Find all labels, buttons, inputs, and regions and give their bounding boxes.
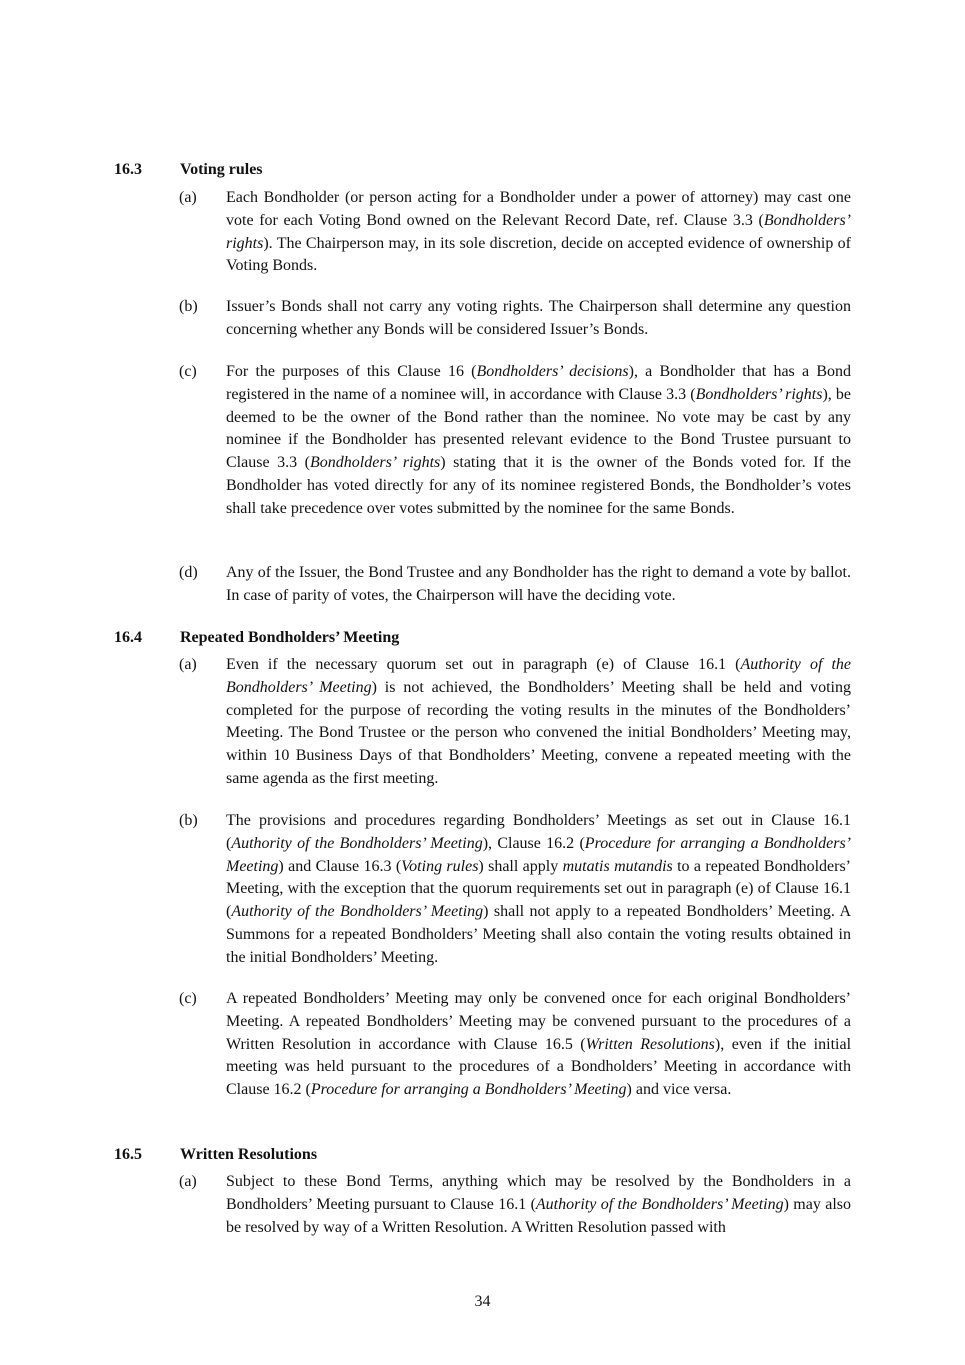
text-segment: Issuer’s Bonds shall not carry any voting rights. The Chairperson shall determine any question concerning whether any Bonds will be considered Issuer’s Bonds. <box>226 298 851 338</box>
paragraph-label: (b) <box>179 812 198 829</box>
text-segment: For the purposes of this Clause 16 ( <box>226 363 477 380</box>
paragraph-label: (a) <box>179 1173 197 1190</box>
text-segment: ), Clause 16.2 ( <box>482 834 585 852</box>
paragraph-label: (c) <box>179 363 197 380</box>
section-title: Repeated Bondholders’ Meeting <box>180 629 400 646</box>
paragraph-16-3-b <box>179 296 851 342</box>
paragraph-16-4-b <box>179 810 851 970</box>
paragraph-16-3-a <box>179 187 851 278</box>
page-number: 34 <box>474 1293 491 1310</box>
text-segment: The provisions and procedures regarding Bondholders’ Meetings as set out in Clause 16.1 ( <box>226 812 851 852</box>
text-segment-italic: Voting rules <box>401 857 479 875</box>
text-segment: ) may also be resolved by way of a Written Resolution. A Written Resolution passed with <box>226 1195 851 1236</box>
text-segment-italic: Bondholders’ rights <box>695 385 823 403</box>
text-segment-italic: Authority of the Bondholders’ Meeting <box>226 656 851 696</box>
text-segment-italic: Procedure for arranging a Bondholders’ Meeting <box>226 834 851 875</box>
text-segment: ) and vice versa. <box>626 1081 732 1099</box>
text-segment: Even if the necessary quorum set out in paragraph (e) of Clause 16.1 ( <box>226 656 741 673</box>
paragraph-text <box>226 1171 851 1239</box>
text-segment: ) shall apply <box>478 857 563 875</box>
section-number: 16.4 <box>114 629 142 646</box>
text-segment: to a repeated Bondholders’ Meeting, with the exception that the quorum requirements set out in paragraph (e) of Clause 16.1 ( <box>226 857 852 921</box>
text-segment: ) and Clause 16.3 ( <box>278 857 402 875</box>
text-segment-italic: Bondholders’ decisions <box>476 363 629 380</box>
paragraph-16-4-c <box>179 988 851 1102</box>
text-segment: ). The Chairperson may, in its sole discretion, decide on accepted evidence of ownership of Voting Bonds. <box>226 234 851 275</box>
section-number: 16.5 <box>114 1146 142 1163</box>
paragraph-16-3-c <box>179 361 851 521</box>
paragraph-label: (b) <box>179 298 198 315</box>
section-title: Voting rules <box>180 161 263 178</box>
paragraph-label: (c) <box>179 990 197 1007</box>
text-segment: ) is not achieved, the Bondholders’ Meeting shall be held and voting completed for the purpose of recording the voting results in the minutes of the Bondholders’ Meeting. The Bond Trustee or the person who convened the initial Bondholders’ Meeting may, within 10 Business Days of that Bondholders’ Meeting, convene a repeated meeting with the same agenda as the first meeting. <box>226 678 851 787</box>
paragraph-text <box>226 654 851 791</box>
paragraph-text <box>226 361 851 521</box>
text-segment: ), a Bondholder that has a Bond registered in the name of a nominee will, in accordance with Clause 3.3 ( <box>226 363 851 403</box>
paragraph-text <box>226 810 851 970</box>
section-number: 16.3 <box>114 161 142 178</box>
text-segment-italic: Procedure for arranging a Bondholders’ Meeting <box>310 1081 627 1099</box>
paragraph-label: (a) <box>179 656 197 673</box>
text-segment-italic: Bondholders’ rights <box>310 454 441 472</box>
paragraph-label: (d) <box>179 564 198 581</box>
text-segment: Each Bondholder (or person acting for a Bondholder under a power of attorney) may cast one vote for each Voting Bond owned on the Relevant Record Date, ref. Clause 3.3 ( <box>226 189 851 229</box>
paragraph-text <box>226 988 851 1102</box>
paragraph-text <box>226 562 851 608</box>
paragraph-label: (a) <box>179 189 197 206</box>
text-segment: ), be deemed to be the owner of the Bond rather than the nominee. No vote may be cast by any nominee if the Bondholder has presented relevant evidence to the Bond Trustee pursuant to Clause 3.3 ( <box>226 385 852 472</box>
paragraph-16-5-a <box>179 1171 851 1239</box>
text-segment-italic: Bondholders’ rights <box>226 211 851 252</box>
text-segment-italic: mutatis mutandis <box>562 857 673 875</box>
text-segment: Any of the Issuer, the Bond Trustee and any Bondholder has the right to demand a vote by ballot. In case of parity of votes, the Chairperson will have the deciding vote. <box>226 564 851 604</box>
text-segment-italic: Authority of the Bondholders’ Meeting <box>231 903 484 921</box>
text-segment-italic: Written Resolutions <box>585 1035 715 1053</box>
text-segment: ), even if the initial meeting was held pursuant to the procedures of a Bondholders’ Meeting in accordance with Clause 16.2 ( <box>226 1035 852 1099</box>
paragraph-text <box>226 187 851 278</box>
text-segment: ) stating that it is the owner of the Bonds voted for. If the Bondholder has voted directly for any of its nominee registered Bonds, the Bondholder’s votes shall take precedence over votes submitted by the nominee for the same Bonds. <box>226 454 852 517</box>
text-segment: Subject to these Bond Terms, anything which may be resolved by the Bondholders in a Bondholders’ Meeting pursuant to Clause 16.1 ( <box>226 1173 851 1213</box>
paragraph-16-3-d <box>179 562 851 608</box>
section-title: Written Resolutions <box>180 1146 318 1163</box>
text-segment: ) shall not apply to a repeated Bondholders’ Meeting. A Summons for a repeated Bondholders’ Meeting shall also contain the voting results obtained in the initial Bondholders’ Meeting. <box>226 903 852 966</box>
paragraph-16-4-a <box>179 654 851 791</box>
text-segment-italic: Authority of the Bondholders’ Meeting <box>535 1195 784 1213</box>
paragraph-text <box>226 296 851 342</box>
text-segment-italic: Authority of the Bondholders’ Meeting <box>231 834 483 852</box>
text-segment: A repeated Bondholders’ Meeting may only be convened once for each original Bondholders’ Meeting. A repeated Bondholders’ Meeting may be convened pursuant to the procedures of a Written Resolution in accordance with Clause 16.5 ( <box>226 990 851 1053</box>
